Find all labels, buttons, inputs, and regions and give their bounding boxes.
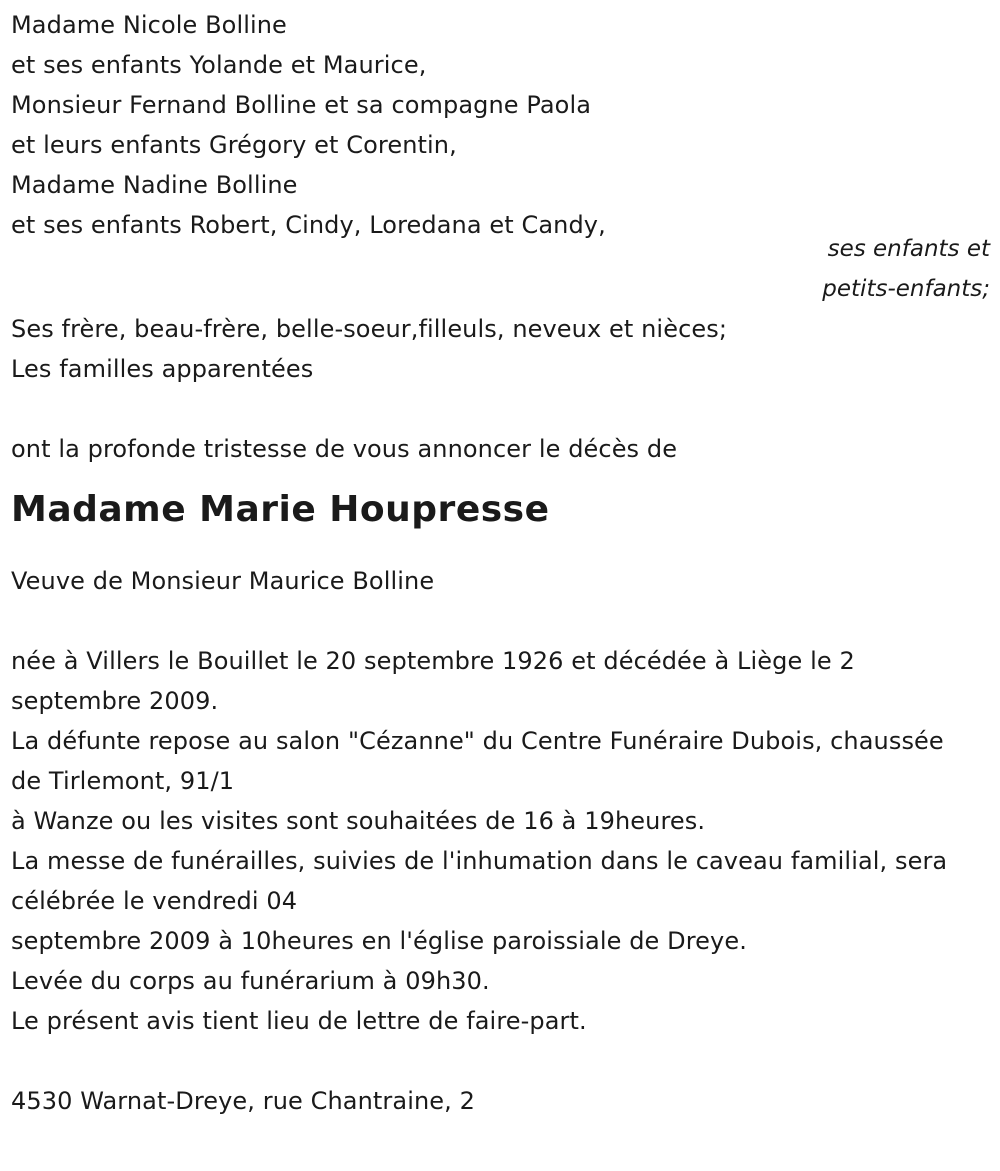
extended-family-line: Les familles apparentées xyxy=(11,355,314,383)
family-line: Madame Nicole Bolline xyxy=(11,11,287,39)
deceased-name: Madame Marie Houpresse xyxy=(11,489,550,530)
announcement-text: ont la profonde tristesse de vous annoncer le décès de xyxy=(11,435,678,463)
family-line: et ses enfants Yolande et Maurice, xyxy=(11,51,427,79)
extended-family-line: Ses frère, beau-frère, belle-soeur,filleuls, neveux et nièces; xyxy=(11,315,728,343)
funeral-details xyxy=(11,641,991,1041)
relation-note-line: ses enfants et xyxy=(827,236,990,262)
details-line: à Wanze ou les visites sont souhaitées de 16 à 19heures. xyxy=(11,807,706,835)
details-line: Le présent avis tient lieu de lettre de faire-part. xyxy=(11,1007,587,1035)
family-list xyxy=(11,0,991,245)
details-line: La messe de funérailles, suivies de l'inhumation dans le caveau familial, sera célébrée le vendredi 04 xyxy=(11,847,948,915)
family-line: Monsieur Fernand Bolline et sa compagne Paola xyxy=(11,91,592,119)
details-line: née à Villers le Bouillet le 20 septembre 1926 et décédée à Liège le 2 septembre 2009. xyxy=(11,647,855,715)
extended-family xyxy=(11,309,991,389)
widow-of-text: Veuve de Monsieur Maurice Bolline xyxy=(11,567,435,595)
details-line: La défunte repose au salon "Cézanne" du Centre Funéraire Dubois, chaussée de Tirlemont, 91/1 xyxy=(11,727,944,795)
family-line: et ses enfants Robert, Cindy, Loredana et Candy, xyxy=(11,211,606,239)
family-line: et leurs enfants Grégory et Corentin, xyxy=(11,131,457,159)
address-text: 4530 Warnat-Dreye, rue Chantraine, 2 xyxy=(11,1087,475,1115)
obituary-notice xyxy=(11,0,991,1121)
relation-note-line: petits-enfants; xyxy=(822,276,990,302)
details-line: septembre 2009 à 10heures en l'église paroissiale de Dreye. xyxy=(11,927,747,955)
details-line: Levée du corps au funérarium à 09h30. xyxy=(11,967,490,995)
family-line: Madame Nadine Bolline xyxy=(11,171,298,199)
